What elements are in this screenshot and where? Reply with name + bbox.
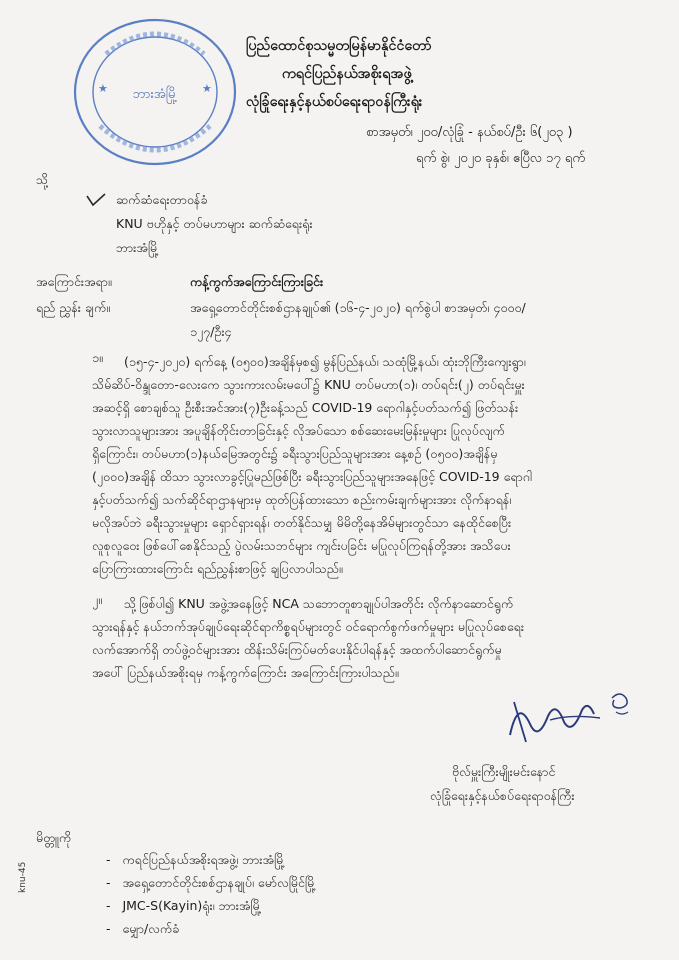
- reference-number: စာအမှတ်၊ ၂၀၀/လုံခြုံ - နယ်စပ်/ဦး ၆(၂၀၃ ): [366, 125, 573, 140]
- signatory-title: လုံခြုံရေးနှင့်နယ်စပ်ရေးရာဝန်ကြီး: [430, 788, 575, 803]
- paragraph-2-number: ၂။: [92, 592, 102, 607]
- reference-date: ရက် စွဲ၊ ၂၀၂၀ ခုနှစ်၊ ဧပြီလ ၁၇ ရက်: [416, 151, 586, 166]
- paragraph-line: သိမ်ဆိပ်-ဝိန္ဒုတော-လေးကေ သွားကားလမ်းမပေါ်၌ KNU တပ်မဟာ(၁)၊ တပ်ရင်း(၂) တပ်ရင်းမှူး: [92, 377, 525, 392]
- paragraph-line: အပေါ် ပြည်နယ်အစိုးရမှ ကန့်ကွက်ကြောင်း အကြောင်းကြားပါသည်။: [92, 665, 399, 680]
- paragraph-line: လူစုလူဝေး ဖြစ်ပေါ်စေနိုင်သည့် ပွဲလမ်းသဘင်များ ကျင်းပခြင်း မပြုလုပ်ကြရန်တို့အား အသိပေး: [92, 538, 511, 553]
- paragraph-2: [92, 592, 640, 684]
- copy-recipient-text: မျှော/လက်ခံ: [122, 921, 180, 936]
- svg-text:★: ★: [202, 82, 212, 95]
- copy-recipient: [106, 871, 316, 894]
- paragraph-line: ပြောကြားထားကြောင်း ရည်ညွှန်းစာဖြင့် ချပြလာပါသည်။: [92, 561, 343, 576]
- copy-recipient-text: ကရင်ပြည်နယ်အစိုးရအဖွဲ့၊ ဘားအံမြို့: [122, 852, 286, 867]
- bullet-dash: -: [106, 898, 123, 913]
- reference-to-line-1: အရှေ့တောင်တိုင်းစစ်ဌာနချုပ်၏ (၁၆-၄-၂၀၂၀) ရက်စွဲပါ စာအမှတ်၊ ၄၀၀၀/: [190, 300, 526, 315]
- side-code: knu-45: [18, 861, 28, 893]
- copy-recipient-text: အရှေ့တောင်တိုင်းစစ်ဌာနချုပ်၊ မော်လမြိုင်မြို့: [122, 875, 317, 890]
- official-seal: [70, 14, 240, 170]
- paragraph-line: (၂၀၀၀)အချိန် ထိသာ သွားလာခွင့်ပြုမည်ဖြစ်ပြီး ခရီးသွားပြည်သူများအနေဖြင့် COVID-19 ရောဂါ: [92, 469, 533, 484]
- paragraph-line: မလိုအပ်ဘဲ ခရီးသွားမှုများ ရှောင်ရှားရန်၊ တတ်နိုင်သမျှ မိမိတို့နေအိမ်များတွင်သာ နေထိုင်စေပြီး: [92, 515, 512, 530]
- header-line-1: ပြည်ထောင်စုသမ္မတမြန်မာနိုင်ငံတော်: [246, 38, 432, 54]
- to-label: သို့: [36, 172, 49, 187]
- signature-mark: [490, 680, 640, 760]
- copy-recipient: [106, 917, 316, 940]
- subject-label: အကြောင်းအရာ။: [36, 274, 112, 289]
- copies-label: မိတ္တူကို: [36, 830, 72, 845]
- paragraph-line: သွားရန်နှင့် နယ်ဘက်အုပ်ချုပ်ရေးဆိုင်ရာကိစ္စရပ်များတွင် ဝင်ရောက်စွက်ဖက်မှုများ မပြုလုပ်စေရေး: [92, 619, 525, 634]
- reference-to-line-2: ၁၂၇/ဦး၄: [190, 324, 232, 339]
- paragraph-line: ရှိကြောင်း၊ တပ်မဟာ(၁)နယ်မြေအတွင်း၌ ခရီးသွားပြည်သူများအား နေ့စဉ် (၀၅၀၀)အချိန်မှ: [92, 446, 498, 461]
- bullet-dash: -: [106, 875, 123, 890]
- copy-recipient: [106, 894, 316, 917]
- paragraph-line: အဆင့်ရှိ စောချစ်သူ ဦးစီးအင်အား(၇)ဦးခန့်သည် COVID-19 ရောဂါနှင့်ပတ်သက်၍ ဖြတ်သန်း: [92, 400, 519, 415]
- header-line-3: လုံခြုံရေးနှင့်နယ်စပ်ရေးရာဝန်ကြီးရုံး: [246, 94, 423, 110]
- to-line-1: ဆက်ဆံရေးတာဝန်ခံ: [116, 192, 208, 207]
- paragraph-1-number: ၁။: [92, 350, 103, 365]
- paragraph-line: သို့ဖြစ်ပါ၍ KNU အဖွဲ့အနေဖြင့် NCA သဘောတူစာချုပ်ပါအတိုင်း လိုက်နာဆောင်ရွက်: [124, 596, 514, 611]
- copy-recipient: [106, 848, 316, 871]
- svg-text:★: ★: [98, 82, 108, 95]
- reference-to-label: ရည် ညွှန်း ချက်။: [36, 300, 110, 315]
- subject-value: ကန့်ကွက်အကြောင်းကြားခြင်း: [190, 274, 324, 289]
- signatory-name: ဗိုလ်မှူးကြီးမျိုးမင်းနောင်: [452, 764, 556, 779]
- check-mark-icon: [85, 192, 107, 208]
- paragraph-line: သွားလာသူများအား အပူချိန်တိုင်းတာခြင်းနှင့် လိုအပ်သော စစ်ဆေးမေးမြန်းမှုများ ပြုလုပ်လျက်: [92, 423, 505, 438]
- to-line-3: ဘားအံမြို့: [116, 240, 159, 255]
- paragraph-1: [92, 350, 640, 580]
- header-line-2: ကရင်ပြည်နယ်အစိုးရအဖွဲ့: [282, 66, 412, 82]
- bullet-dash: -: [106, 852, 123, 867]
- copies-list: [106, 848, 316, 940]
- copy-recipient-text: JMC-S(Kayin)ရုံး၊ ဘားအံမြို့: [122, 898, 262, 913]
- bullet-dash: -: [106, 921, 123, 936]
- paragraph-line: (၁၅-၄-၂၀၂၀) ရက်နေ့ (၀၅၀၀)အချိန်မှစ၍ မွန်ပြည်နယ်၊ သထုံမြို့နယ်၊ ထုံးဘိုကြီးကျေးရွာ၊: [124, 354, 526, 369]
- paragraph-line: နှင့်ပတ်သက်၍ သက်ဆိုင်ရာဌာနများမှ ထုတ်ပြန်ထားသော စည်းကမ်းချက်များအား လိုက်နာရန်၊: [92, 492, 512, 507]
- seal-text: ဘားအံမြို့: [132, 87, 178, 102]
- paragraph-line: လက်အောက်ရှိ တပ်ဖွဲ့ဝင်များအား ထိန်းသိမ်းကြပ်မတ်ပေးနိုင်ပါရန်နှင့် အထက်ပါဆောင်ရွက်မှု: [92, 642, 502, 657]
- to-line-2: KNU ဗဟိုနှင့် တပ်မဟာများ ဆက်ဆံရေးရုံး: [116, 216, 313, 231]
